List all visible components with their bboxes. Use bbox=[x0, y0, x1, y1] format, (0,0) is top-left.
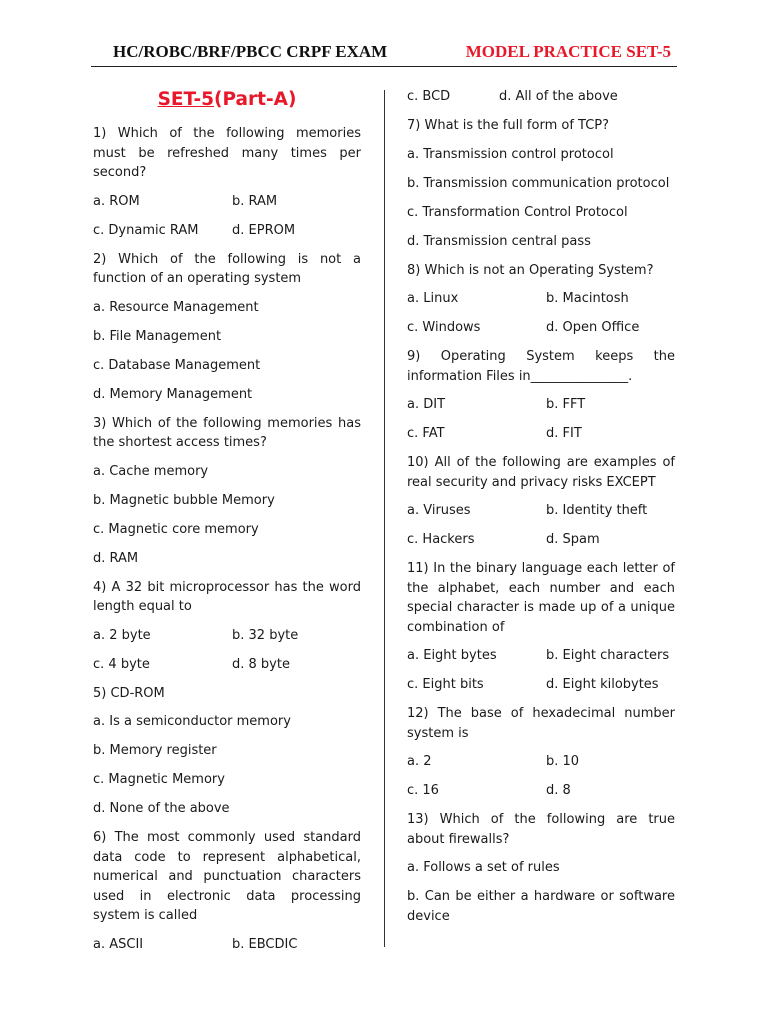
question-9-options-row-1 bbox=[407, 395, 675, 415]
question-4: 4) A 32 bit microprocessor has the word length equal to bbox=[93, 579, 361, 614]
question-1-options-row-1 bbox=[93, 192, 361, 212]
option: d. Open Office bbox=[546, 320, 640, 335]
right-column bbox=[407, 87, 675, 935]
question-12-options-row-1 bbox=[407, 752, 675, 772]
question-11-options-row-2 bbox=[407, 675, 675, 695]
option: b. Can be either a hardware or software device bbox=[407, 889, 675, 924]
option: b. File Management bbox=[93, 328, 222, 344]
question-11: 11) In the binary language each letter of the alphabet, each number and each special character is made up of a unique combination of bbox=[407, 561, 675, 635]
option: d. EPROM bbox=[232, 222, 296, 238]
option: a. Transmission control protocol bbox=[407, 146, 614, 162]
column-divider bbox=[384, 90, 385, 947]
option: a. Is a semiconductor memory bbox=[93, 714, 291, 729]
question-9-options-row-2 bbox=[407, 424, 675, 444]
question-8: 8) Which is not an Operating System? bbox=[407, 262, 654, 278]
option: b. RAM bbox=[232, 193, 278, 209]
question-11-options-row-1 bbox=[407, 646, 675, 666]
question-12: 12) The base of hexadecimal number system is bbox=[407, 706, 675, 741]
exam-title: HC/ROBC/BRF/PBCC CRPF EXAM bbox=[113, 42, 388, 61]
set-title bbox=[93, 89, 361, 111]
option: b. 10 bbox=[546, 754, 580, 769]
option: c. Dynamic RAM bbox=[93, 222, 199, 238]
option: d. Spam bbox=[546, 532, 600, 547]
option: b. FFT bbox=[546, 397, 586, 412]
option: d. All of the above bbox=[499, 89, 618, 104]
question-13: 13) Which of the following are true about firewalls? bbox=[407, 812, 675, 847]
question-4-options-row-1 bbox=[93, 626, 361, 646]
option: a. Viruses bbox=[407, 503, 471, 518]
question-7: 7) What is the full form of TCP? bbox=[407, 118, 610, 133]
option: a. Linux bbox=[407, 291, 459, 306]
question-10: 10) All of the following are examples of real security and privacy risks EXCEPT bbox=[407, 455, 675, 490]
option: b. EBCDIC bbox=[232, 936, 298, 952]
option: a. Follows a set of rules bbox=[407, 860, 560, 875]
question-6-options-row-2 bbox=[407, 87, 675, 107]
question-9: 9) Operating System keeps the information Files in_______________. bbox=[407, 349, 675, 384]
option: a. Eight bytes bbox=[407, 648, 497, 663]
option: a. Cache memory bbox=[93, 463, 209, 479]
set-title-number: SET-5 bbox=[157, 89, 214, 110]
question-10-options-row-2 bbox=[407, 530, 675, 550]
question-8-options-row-1 bbox=[407, 289, 675, 309]
question-6-options-row-1 bbox=[93, 935, 361, 955]
question-6: 6) The most commonly used standard data code to represent alphabetical, numerical and punctuation characters used in electronic data processing system is called bbox=[93, 830, 361, 923]
option: d. 8 bbox=[546, 783, 571, 798]
left-column bbox=[93, 85, 361, 964]
option: a. 2 bbox=[407, 754, 432, 769]
option: b. Transmission communication protocol bbox=[407, 175, 670, 191]
option: d. RAM bbox=[93, 550, 139, 566]
option: d. Memory Management bbox=[93, 386, 253, 402]
option: c. Magnetic Memory bbox=[93, 772, 225, 787]
question-4-options-row-2 bbox=[93, 655, 361, 675]
option: c. 16 bbox=[407, 783, 439, 798]
option: c. Hackers bbox=[407, 532, 475, 547]
question-1-options-row-2 bbox=[93, 221, 361, 241]
set-title-part: (Part-A) bbox=[214, 89, 297, 110]
option: c. Magnetic core memory bbox=[93, 521, 259, 537]
page-header bbox=[91, 42, 677, 67]
option: b. 32 byte bbox=[232, 627, 299, 643]
option: b. Eight characters bbox=[546, 648, 670, 663]
question-5: 5) CD-ROM bbox=[93, 685, 165, 701]
option: c. 4 byte bbox=[93, 656, 150, 672]
option: a. ASCII bbox=[93, 936, 144, 952]
option: b. Macintosh bbox=[546, 291, 629, 306]
question-10-options-row-1 bbox=[407, 501, 675, 521]
option: c. BCD bbox=[407, 89, 451, 104]
question-2: 2) Which of the following is not a function of an operating system bbox=[93, 251, 361, 286]
option: c. Eight bits bbox=[407, 677, 484, 692]
option: a. Resource Management bbox=[93, 299, 259, 315]
question-12-options-row-2 bbox=[407, 781, 675, 801]
option: b. Memory register bbox=[93, 743, 217, 758]
option: c. Transformation Control Protocol bbox=[407, 204, 628, 220]
option: d. Eight kilobytes bbox=[546, 677, 659, 692]
option: d. 8 byte bbox=[232, 656, 290, 672]
option: d. None of the above bbox=[93, 801, 230, 816]
option: a. 2 byte bbox=[93, 627, 151, 643]
option: a. DIT bbox=[407, 397, 446, 412]
option: c. FAT bbox=[407, 426, 445, 441]
option: b. Magnetic bubble Memory bbox=[93, 492, 275, 508]
question-8-options-row-2 bbox=[407, 318, 675, 338]
option: c. Database Management bbox=[93, 357, 261, 373]
question-1: 1) Which of the following memories must be refreshed many times per second? bbox=[93, 126, 361, 180]
option: c. Windows bbox=[407, 320, 481, 335]
option: b. Identity theft bbox=[546, 503, 648, 518]
question-3: 3) Which of the following memories has the shortest access times? bbox=[93, 415, 361, 450]
practice-set-label: MODEL PRACTICE SET-5 bbox=[465, 42, 671, 61]
option: d. Transmission central pass bbox=[407, 233, 591, 249]
option: d. FIT bbox=[546, 426, 582, 441]
option: a. ROM bbox=[93, 193, 140, 209]
